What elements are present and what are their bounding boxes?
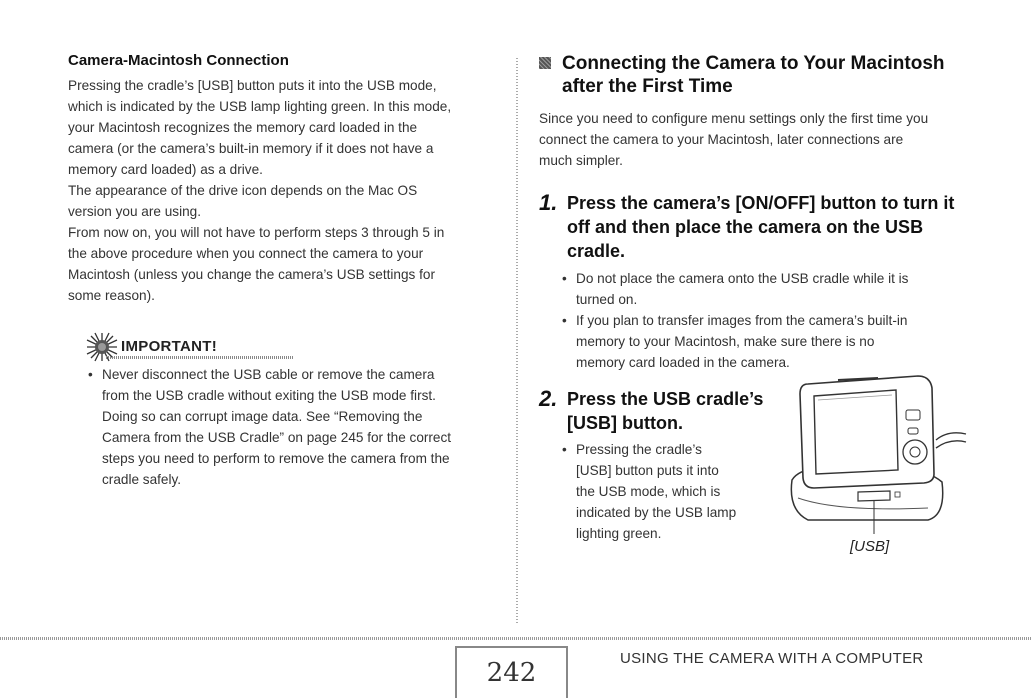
- paragraph-drive-icon: The appearance of the drive icon depends on the Mac OS version you are using.: [68, 183, 418, 219]
- camera-cradle-illustration: [778, 370, 968, 540]
- paragraph-usb-mode: Pressing the cradle’s [USB] button puts it into the USB mode, which is indicated by the USB lamp lighting green. In this mode, your Macintosh recognizes the memory card loaded in the camera (or the camera’s built-in memory if it does not have a memory card loaded) as a drive.: [68, 78, 452, 177]
- list-item: • Pressing the cradle’s [USB] button puts it into the USB mode, which is indicated by the USB lamp lighting green.: [539, 439, 979, 544]
- footer-section-title: USING THE CAMERA WITH A COMPUTER: [620, 650, 924, 667]
- page-number: 242: [455, 646, 568, 698]
- column-divider: [516, 58, 518, 624]
- important-label: IMPORTANT!: [121, 338, 218, 355]
- step-1-title: 1. Press the camera’s [ON/OFF] button to turn it off and then place the camera on the USB cradle.: [539, 190, 955, 261]
- section-square-icon: [539, 57, 551, 69]
- bullet-icon: •: [562, 442, 567, 457]
- usb-callout-label: [USB]: [850, 538, 890, 555]
- left-column: [68, 52, 498, 490]
- list-item: • Do not place the camera onto the USB cradle while it is turned on.: [539, 268, 979, 310]
- important-heading: [68, 330, 498, 364]
- step-1-number: 1.: [539, 190, 558, 215]
- step-1-list: [539, 268, 979, 373]
- section-title: Connecting the Camera to Your Macintosh after the First Time: [539, 52, 979, 98]
- section-intro: Since you need to configure menu settings only the first time you connect the camera to your Macintosh, later connections are much simpler.: [539, 111, 929, 168]
- important-underline: [106, 356, 294, 359]
- step-2-number: 2.: [539, 386, 558, 411]
- bullet-icon: •: [88, 367, 93, 382]
- subheading-camera-macintosh-connection: Camera-Macintosh Connection: [68, 52, 289, 69]
- footer-divider: [0, 637, 1032, 640]
- list-item: • If you plan to transfer images from the camera’s built-in memory to your Macintosh, make sure there is no memory card loaded in the camera.: [539, 310, 979, 373]
- list-item: • Never disconnect the USB cable or remove the camera from the USB cradle without exiting the USB mode first. Doing so can corrupt image data. See “Removing the Camera from the USB Cradle” on page 245 for the correct steps you need to perform to remove the camera from the cradle safely.: [68, 364, 498, 490]
- bullet-icon: •: [562, 313, 567, 328]
- important-list: [68, 364, 498, 490]
- bullet-icon: •: [562, 271, 567, 286]
- paragraph-from-now-on: From now on, you will not have to perform steps 3 through 5 in the above procedure when you connect the camera to your Macintosh (unless you change the camera’s USB settings for some reason).: [68, 225, 445, 303]
- step-2-title: 2. Press the USB cradle’s [USB] button.: [539, 386, 764, 433]
